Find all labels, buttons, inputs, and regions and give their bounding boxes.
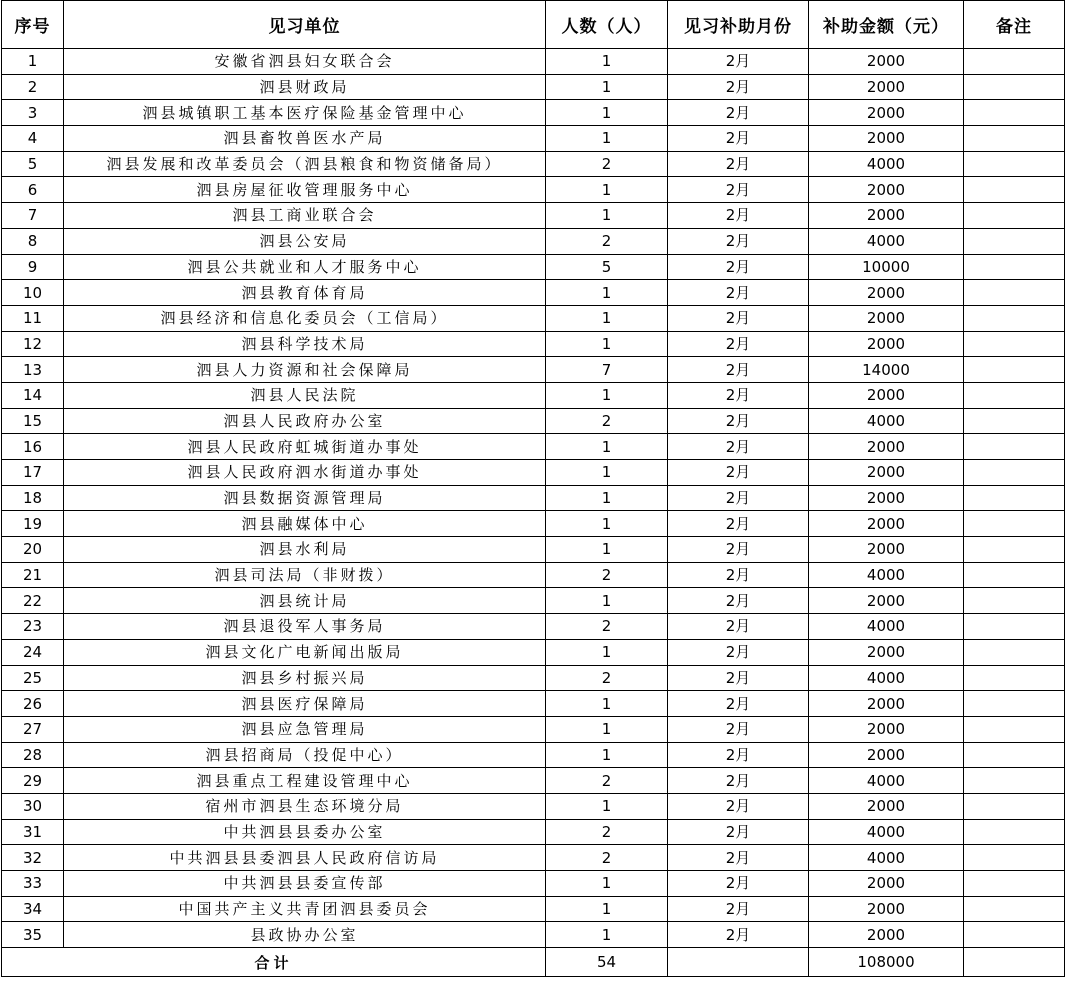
cell-no: 4: [2, 126, 64, 152]
cell-count: 1: [546, 203, 668, 229]
header-row: [2, 1, 1065, 49]
cell-month: 2月: [668, 203, 809, 229]
cell-no: 35: [2, 922, 64, 948]
cell-no: 11: [2, 305, 64, 331]
total-remark: [964, 948, 1065, 977]
cell-unit: 泗县房屋征收管理服务中心: [64, 177, 546, 203]
cell-amount: 4000: [809, 228, 964, 254]
cell-no: 7: [2, 203, 64, 229]
cell-amount: 2000: [809, 280, 964, 306]
cell-amount: 4000: [809, 665, 964, 691]
cell-amount: 4000: [809, 562, 964, 588]
cell-month: 2月: [668, 74, 809, 100]
cell-remark: [964, 177, 1065, 203]
cell-count: 1: [546, 280, 668, 306]
cell-no: 18: [2, 485, 64, 511]
cell-no: 14: [2, 382, 64, 408]
table-row: [2, 716, 1065, 742]
cell-no: 29: [2, 768, 64, 794]
table-row: [2, 485, 1065, 511]
table-row: [2, 614, 1065, 640]
cell-unit: 泗县人民政府泗水街道办事处: [64, 460, 546, 486]
cell-unit: 泗县招商局（投促中心）: [64, 742, 546, 768]
cell-unit: 泗县应急管理局: [64, 716, 546, 742]
cell-no: 23: [2, 614, 64, 640]
cell-month: 2月: [668, 793, 809, 819]
cell-amount: 4000: [809, 614, 964, 640]
cell-remark: [964, 511, 1065, 537]
cell-count: 1: [546, 639, 668, 665]
cell-remark: [964, 49, 1065, 75]
cell-amount: 2000: [809, 126, 964, 152]
cell-count: 1: [546, 871, 668, 897]
cell-month: 2月: [668, 49, 809, 75]
cell-remark: [964, 74, 1065, 100]
cell-month: 2月: [668, 100, 809, 126]
cell-no: 28: [2, 742, 64, 768]
cell-amount: 2000: [809, 460, 964, 486]
cell-unit: 县政协办公室: [64, 922, 546, 948]
cell-month: 2月: [668, 896, 809, 922]
cell-month: 2月: [668, 639, 809, 665]
cell-no: 9: [2, 254, 64, 280]
cell-count: 1: [546, 177, 668, 203]
subsidy-table: [1, 0, 1065, 977]
cell-month: 2月: [668, 228, 809, 254]
cell-remark: [964, 768, 1065, 794]
cell-count: 1: [546, 511, 668, 537]
cell-count: 1: [546, 588, 668, 614]
table-footer: [2, 948, 1065, 977]
table-row: [2, 588, 1065, 614]
cell-month: 2月: [668, 665, 809, 691]
cell-amount: 2000: [809, 639, 964, 665]
cell-month: 2月: [668, 151, 809, 177]
cell-count: 2: [546, 768, 668, 794]
cell-month: 2月: [668, 819, 809, 845]
cell-amount: 2000: [809, 74, 964, 100]
cell-unit: 中共泗县县委泗县人民政府信访局: [64, 845, 546, 871]
cell-remark: [964, 331, 1065, 357]
cell-amount: 4000: [809, 819, 964, 845]
cell-no: 21: [2, 562, 64, 588]
table-row: [2, 434, 1065, 460]
cell-month: 2月: [668, 922, 809, 948]
cell-amount: 4000: [809, 151, 964, 177]
cell-month: 2月: [668, 614, 809, 640]
table-row: [2, 126, 1065, 152]
cell-count: 7: [546, 357, 668, 383]
header-month: 见习补助月份: [668, 1, 809, 49]
table-row: [2, 845, 1065, 871]
cell-remark: [964, 203, 1065, 229]
cell-count: 1: [546, 793, 668, 819]
cell-amount: 2000: [809, 485, 964, 511]
cell-month: 2月: [668, 177, 809, 203]
cell-month: 2月: [668, 357, 809, 383]
cell-no: 32: [2, 845, 64, 871]
cell-unit: 中共泗县县委办公室: [64, 819, 546, 845]
table-row: [2, 742, 1065, 768]
cell-remark: [964, 151, 1065, 177]
cell-amount: 14000: [809, 357, 964, 383]
cell-unit: 中共泗县县委宣传部: [64, 871, 546, 897]
cell-remark: [964, 588, 1065, 614]
table-row: [2, 691, 1065, 717]
cell-unit: 泗县退役军人事务局: [64, 614, 546, 640]
cell-remark: [964, 126, 1065, 152]
cell-count: 2: [546, 562, 668, 588]
header-amount: 补助金额（元）: [809, 1, 964, 49]
cell-count: 2: [546, 614, 668, 640]
cell-month: 2月: [668, 485, 809, 511]
table-row: [2, 151, 1065, 177]
cell-remark: [964, 485, 1065, 511]
cell-count: 2: [546, 819, 668, 845]
table-row: [2, 331, 1065, 357]
cell-count: 2: [546, 665, 668, 691]
cell-unit: 泗县司法局（非财拨）: [64, 562, 546, 588]
table-row: [2, 537, 1065, 563]
cell-count: 2: [546, 151, 668, 177]
cell-unit: 泗县人民政府办公室: [64, 408, 546, 434]
cell-unit: 泗县乡村振兴局: [64, 665, 546, 691]
cell-remark: [964, 254, 1065, 280]
cell-no: 34: [2, 896, 64, 922]
cell-unit: 泗县工商业联合会: [64, 203, 546, 229]
cell-no: 20: [2, 537, 64, 563]
total-month: [668, 948, 809, 977]
cell-remark: [964, 100, 1065, 126]
table-row: [2, 768, 1065, 794]
cell-remark: [964, 305, 1065, 331]
cell-count: 1: [546, 49, 668, 75]
cell-no: 19: [2, 511, 64, 537]
cell-amount: 2000: [809, 382, 964, 408]
cell-remark: [964, 228, 1065, 254]
table-row: [2, 896, 1065, 922]
cell-no: 13: [2, 357, 64, 383]
cell-month: 2月: [668, 871, 809, 897]
cell-remark: [964, 793, 1065, 819]
cell-month: 2月: [668, 845, 809, 871]
table-row: [2, 305, 1065, 331]
table-row: [2, 280, 1065, 306]
cell-no: 16: [2, 434, 64, 460]
cell-amount: 4000: [809, 845, 964, 871]
cell-remark: [964, 665, 1065, 691]
cell-remark: [964, 639, 1065, 665]
cell-count: 1: [546, 485, 668, 511]
cell-month: 2月: [668, 742, 809, 768]
cell-count: 1: [546, 691, 668, 717]
cell-unit: 泗县文化广电新闻出版局: [64, 639, 546, 665]
cell-unit: 泗县医疗保障局: [64, 691, 546, 717]
cell-month: 2月: [668, 305, 809, 331]
cell-unit: 泗县经济和信息化委员会（工信局）: [64, 305, 546, 331]
cell-remark: [964, 357, 1065, 383]
cell-no: 25: [2, 665, 64, 691]
cell-amount: 2000: [809, 49, 964, 75]
cell-amount: 2000: [809, 871, 964, 897]
cell-remark: [964, 716, 1065, 742]
cell-count: 1: [546, 537, 668, 563]
table-row: [2, 665, 1065, 691]
cell-unit: 中国共产主义共青团泗县委员会: [64, 896, 546, 922]
cell-no: 15: [2, 408, 64, 434]
cell-no: 24: [2, 639, 64, 665]
cell-unit: 泗县财政局: [64, 74, 546, 100]
cell-month: 2月: [668, 768, 809, 794]
table-row: [2, 639, 1065, 665]
cell-count: 5: [546, 254, 668, 280]
cell-remark: [964, 922, 1065, 948]
cell-count: 1: [546, 434, 668, 460]
cell-count: 1: [546, 382, 668, 408]
table-row: [2, 100, 1065, 126]
cell-no: 12: [2, 331, 64, 357]
cell-amount: 2000: [809, 691, 964, 717]
cell-month: 2月: [668, 126, 809, 152]
cell-amount: 2000: [809, 100, 964, 126]
cell-month: 2月: [668, 691, 809, 717]
cell-month: 2月: [668, 537, 809, 563]
cell-remark: [964, 434, 1065, 460]
table-row: [2, 922, 1065, 948]
cell-no: 3: [2, 100, 64, 126]
cell-no: 10: [2, 280, 64, 306]
header-count: 人数（人）: [546, 1, 668, 49]
cell-no: 2: [2, 74, 64, 100]
cell-count: 1: [546, 896, 668, 922]
cell-count: 2: [546, 228, 668, 254]
cell-remark: [964, 537, 1065, 563]
cell-unit: 安徽省泗县妇女联合会: [64, 49, 546, 75]
cell-unit: 泗县融媒体中心: [64, 511, 546, 537]
table-row: [2, 357, 1065, 383]
cell-remark: [964, 819, 1065, 845]
cell-no: 31: [2, 819, 64, 845]
table-row: [2, 254, 1065, 280]
cell-no: 17: [2, 460, 64, 486]
cell-count: 1: [546, 922, 668, 948]
cell-remark: [964, 845, 1065, 871]
cell-count: 1: [546, 305, 668, 331]
table-row: [2, 228, 1065, 254]
cell-no: 26: [2, 691, 64, 717]
cell-count: 1: [546, 74, 668, 100]
cell-amount: 2000: [809, 177, 964, 203]
cell-no: 27: [2, 716, 64, 742]
cell-remark: [964, 896, 1065, 922]
cell-amount: 2000: [809, 537, 964, 563]
cell-remark: [964, 742, 1065, 768]
table-row: [2, 177, 1065, 203]
table-row: [2, 871, 1065, 897]
cell-month: 2月: [668, 382, 809, 408]
cell-month: 2月: [668, 460, 809, 486]
total-amount: 108000: [809, 948, 964, 977]
cell-remark: [964, 280, 1065, 306]
cell-remark: [964, 408, 1065, 434]
cell-unit: 泗县教育体育局: [64, 280, 546, 306]
cell-amount: 2000: [809, 331, 964, 357]
cell-amount: 4000: [809, 768, 964, 794]
cell-count: 1: [546, 460, 668, 486]
cell-remark: [964, 460, 1065, 486]
table-row: [2, 562, 1065, 588]
cell-count: 2: [546, 408, 668, 434]
cell-unit: 宿州市泗县生态环境分局: [64, 793, 546, 819]
cell-unit: 泗县公共就业和人才服务中心: [64, 254, 546, 280]
cell-month: 2月: [668, 511, 809, 537]
cell-amount: 2000: [809, 203, 964, 229]
table-row: [2, 819, 1065, 845]
cell-count: 1: [546, 716, 668, 742]
header-remark: 备注: [964, 1, 1065, 49]
cell-month: 2月: [668, 408, 809, 434]
cell-remark: [964, 562, 1065, 588]
cell-unit: 泗县重点工程建设管理中心: [64, 768, 546, 794]
cell-unit: 泗县统计局: [64, 588, 546, 614]
cell-unit: 泗县数据资源管理局: [64, 485, 546, 511]
cell-no: 22: [2, 588, 64, 614]
cell-amount: 2000: [809, 588, 964, 614]
table-body: [2, 49, 1065, 948]
total-count: 54: [546, 948, 668, 977]
cell-month: 2月: [668, 716, 809, 742]
cell-no: 5: [2, 151, 64, 177]
table-row: [2, 460, 1065, 486]
table-row: [2, 793, 1065, 819]
cell-count: 1: [546, 742, 668, 768]
total-row: [2, 948, 1065, 977]
cell-amount: 2000: [809, 896, 964, 922]
cell-amount: 10000: [809, 254, 964, 280]
table-row: [2, 74, 1065, 100]
cell-unit: 泗县人力资源和社会保障局: [64, 357, 546, 383]
cell-count: 2: [546, 845, 668, 871]
cell-count: 1: [546, 126, 668, 152]
cell-unit: 泗县科学技术局: [64, 331, 546, 357]
cell-amount: 2000: [809, 305, 964, 331]
cell-month: 2月: [668, 254, 809, 280]
table-row: [2, 203, 1065, 229]
cell-remark: [964, 614, 1065, 640]
cell-month: 2月: [668, 280, 809, 306]
cell-remark: [964, 871, 1065, 897]
header-no: 序号: [2, 1, 64, 49]
total-label: 合计: [2, 948, 546, 977]
cell-amount: 4000: [809, 408, 964, 434]
cell-unit: 泗县畜牧兽医水产局: [64, 126, 546, 152]
cell-amount: 2000: [809, 742, 964, 768]
cell-amount: 2000: [809, 793, 964, 819]
table-row: [2, 511, 1065, 537]
table-header: [2, 1, 1065, 49]
cell-no: 6: [2, 177, 64, 203]
cell-unit: 泗县人民法院: [64, 382, 546, 408]
cell-no: 33: [2, 871, 64, 897]
table-row: [2, 382, 1065, 408]
cell-amount: 2000: [809, 716, 964, 742]
cell-amount: 2000: [809, 434, 964, 460]
header-unit: 见习单位: [64, 1, 546, 49]
table-row: [2, 49, 1065, 75]
cell-count: 1: [546, 100, 668, 126]
cell-remark: [964, 691, 1065, 717]
cell-amount: 2000: [809, 922, 964, 948]
cell-unit: 泗县发展和改革委员会（泗县粮食和物资储备局）: [64, 151, 546, 177]
cell-no: 30: [2, 793, 64, 819]
cell-unit: 泗县公安局: [64, 228, 546, 254]
cell-amount: 2000: [809, 511, 964, 537]
cell-month: 2月: [668, 434, 809, 460]
cell-month: 2月: [668, 588, 809, 614]
cell-month: 2月: [668, 331, 809, 357]
cell-month: 2月: [668, 562, 809, 588]
cell-count: 1: [546, 331, 668, 357]
cell-unit: 泗县水利局: [64, 537, 546, 563]
table-row: [2, 408, 1065, 434]
cell-no: 1: [2, 49, 64, 75]
cell-unit: 泗县人民政府虹城街道办事处: [64, 434, 546, 460]
cell-no: 8: [2, 228, 64, 254]
cell-remark: [964, 382, 1065, 408]
cell-unit: 泗县城镇职工基本医疗保险基金管理中心: [64, 100, 546, 126]
